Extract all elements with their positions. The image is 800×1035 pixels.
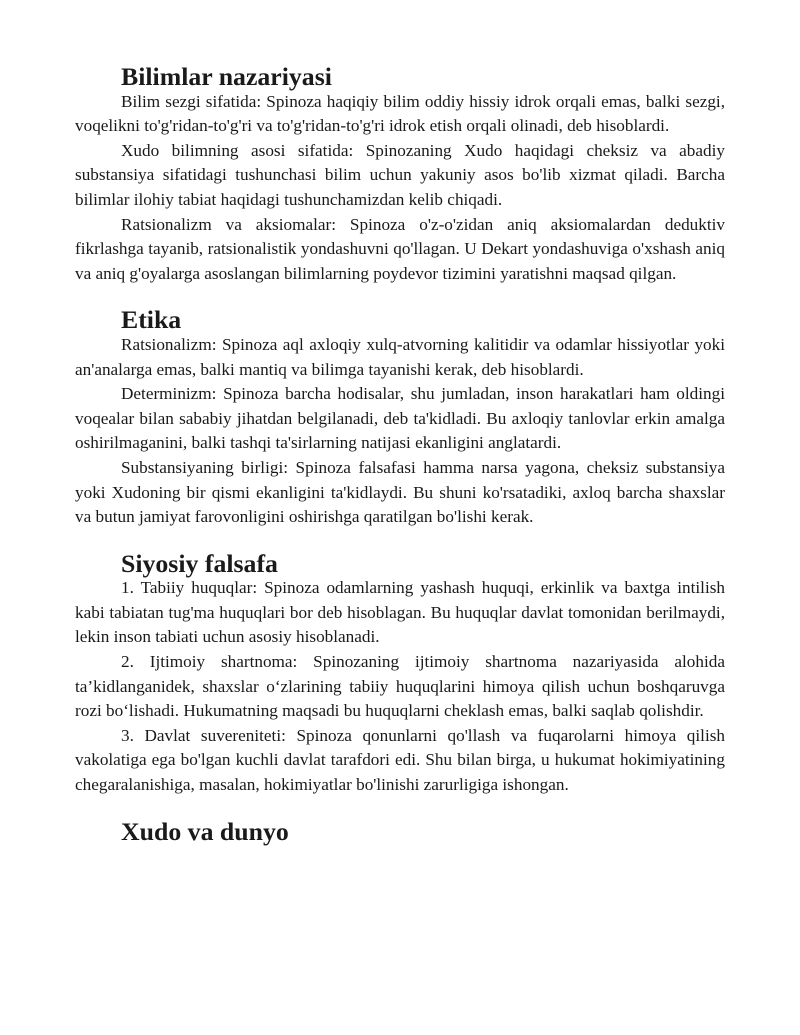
- section-etika: [75, 305, 725, 529]
- paragraph: Bilim sezgi sifatida: Spinoza haqiqiy bilim oddiy hissiy idrok orqali emas, balki sezgi, voqelikni to'g'ridan-to'g'ri va to'g'ridan-to'g'ri idrok etish orqali olinadi, deb hisoblardi.: [75, 91, 725, 136]
- section-heading: Siyosiy falsafa: [121, 548, 278, 578]
- paragraph: Ratsionalizm va aksiomalar: Spinoza o'z-o'zidan aniq aksiomalardan deduktiv fikrlashga tayanib, ratsionalistik yondashuvni qo'llagan. U Dekart yondashuviga o'xshash aniq va aniq g'oyalarga asoslangan bilimlarning poydevor tizimini yaratishni maqsad qilgan.: [75, 214, 725, 283]
- paragraph: 3. Davlat suvereniteti: Spinoza qonunlarni qo'llash va fuqarolarni himoya qilish vakolatiga ega bo'lgan kuchli davlat tarafdori edi. Shu bilan birga, u hukumat hokimiyatining chegaralanishiga, masalan, hokimiyatlar bo'linishi zarurligiga ishongan.: [75, 725, 725, 795]
- paragraph: 1. Tabiiy huquqlar: Spinoza odamlarning yashash huquqi, erkinlik va baxtga intilish kabi tabiatan tug'ma huquqlari bor deb hisoblagan. Bu huquqlar davlat tomonidan berilmaydi, lekin inson tabiati uchun asosiy hisoblanadi.: [75, 578, 725, 647]
- paragraph: Ratsionalizm: Spinoza aql axloqiy xulq-atvorning kalitidir va odamlar hissiyotlar yoki an'analarga emas, balki mantiq va bilimga tayanishi kerak, deb hisoblardi.: [75, 334, 725, 379]
- paragraph: Determinizm: Spinoza barcha hodisalar, shu jumladan, inson harakatlari ham oldingi voqealar bilan sababiy jihatdan belgilanadi, deb ta'kidladi. Bu axloqiy tanlovlar erkin amalga oshirilmaganini, balki tashqi ta'sirlarning natijasi ekanligini anglatardi.: [75, 384, 725, 453]
- paragraph: 2. Ijtimoiy shartnoma: Spinozaning ijtimoiy shartnoma nazariyasida alohida ta’kidlanganidek, shaxslar o‘zlarining tabiiy huquqlarini himoya qilish uchun boshqaruvga rozi bo‘lishadi. Hukumatning maqsadi bu huquqlarni cheklash emas, balki saqlab qolishdir.: [75, 652, 725, 721]
- section-bilimlar-nazariyasi: [75, 62, 725, 286]
- section-heading: Xudo va dunyo: [121, 816, 289, 846]
- section-heading: Bilimlar nazariyasi: [121, 62, 332, 91]
- section-heading: Etika: [121, 305, 182, 335]
- paragraph: Xudo bilimning asosi sifatida: Spinozaning Xudo haqidagi cheksiz va abadiy substansiya sifatidagi tushunchasi bilim uchun yakuniy asos bo'lib xizmat qiladi. Barcha bilimlar ilohiy tabiat haqidagi tushunchamizdan kelib chiqadi.: [75, 140, 725, 209]
- section-siyosiy-falsafa: [75, 548, 725, 798]
- paragraph: Substansiyaning birligi: Spinoza falsafasi hamma narsa yagona, cheksiz substansiya yoki Xudoning bir qismi ekanligini ta'kidlaydi. Bu shuni ko'rsatadiki, axloq barcha shaxslar va butun jamiyat farovonligini oshirishga qaratilgan bo'lishi kerak.: [75, 457, 725, 527]
- section-xudo-va-dunyo: [75, 816, 725, 846]
